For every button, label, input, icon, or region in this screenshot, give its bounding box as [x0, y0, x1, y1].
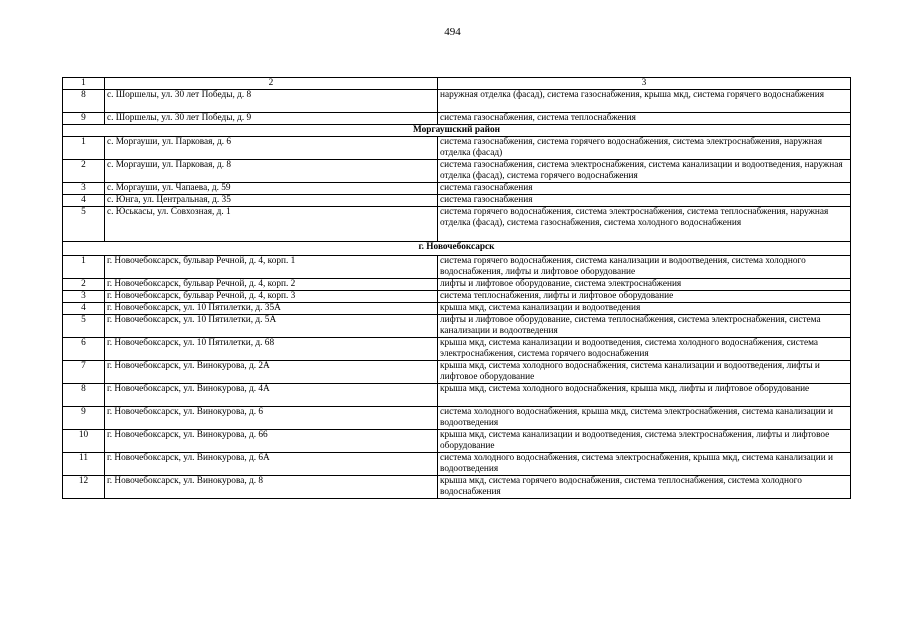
- address-cell: с. Моргауши, ул. Чапаева, д. 59: [105, 183, 438, 195]
- table-row: [63, 407, 851, 430]
- row-number-cell: 2: [63, 160, 105, 183]
- row-number-cell: 1: [63, 256, 105, 279]
- table-row: [63, 291, 851, 303]
- address-cell: г. Новочебоксарск, ул. Винокурова, д. 6: [105, 407, 438, 430]
- column-header: 2: [105, 78, 438, 90]
- works-cell: крыша мкд, система канализации и водоотведения, система электроснабжения, лифты и лифтовое оборудование: [438, 430, 851, 453]
- works-cell: система холодного водоснабжения, система электроснабжения, крыша мкд, система канализации и водоотведения: [438, 453, 851, 476]
- works-cell: крыша мкд, система горячего водоснабжения, система теплоснабжения, система холодного водоснабжения: [438, 476, 851, 499]
- works-cell: система теплоснабжения, лифты и лифтовое оборудование: [438, 291, 851, 303]
- address-cell: г. Новочебоксарск, бульвар Речной, д. 4, корп. 2: [105, 279, 438, 291]
- row-number-cell: 11: [63, 453, 105, 476]
- table-row: [63, 160, 851, 183]
- table-row: [63, 430, 851, 453]
- section-row: [63, 125, 851, 137]
- table-row: [63, 315, 851, 338]
- row-number-cell: 9: [63, 407, 105, 430]
- address-cell: г. Новочебоксарск, ул. 10 Пятилетки, д. 68: [105, 338, 438, 361]
- row-number-cell: 8: [63, 384, 105, 407]
- section-title: Моргаушский район: [63, 125, 851, 137]
- works-cell: лифты и лифтовое оборудование, система теплоснабжения, система электроснабжения, система канализации и водоотведения: [438, 315, 851, 338]
- address-cell: с. Моргауши, ул. Парковая, д. 8: [105, 160, 438, 183]
- row-number-cell: 8: [63, 90, 105, 113]
- address-cell: г. Новочебоксарск, ул. 10 Пятилетки, д. 35А: [105, 303, 438, 315]
- address-cell: с. Шоршелы, ул. 30 лет Победы, д. 9: [105, 113, 438, 125]
- table-header-row: [63, 78, 851, 90]
- works-cell: система газоснабжения, система теплоснабжения: [438, 113, 851, 125]
- works-cell: система газоснабжения: [438, 195, 851, 207]
- table-row: [63, 207, 851, 242]
- works-cell: наружная отделка (фасад), система газоснабжения, крыша мкд, система горячего водоснабжения: [438, 90, 851, 113]
- address-cell: г. Новочебоксарск, ул. 10 Пятилетки, д. 5А: [105, 315, 438, 338]
- works-cell: крыша мкд, система канализации и водоотведения: [438, 303, 851, 315]
- works-table: [62, 77, 851, 499]
- table-row: [63, 137, 851, 160]
- row-number-cell: 5: [63, 207, 105, 242]
- row-number-cell: 1: [63, 137, 105, 160]
- row-number-cell: 9: [63, 113, 105, 125]
- table-row: [63, 338, 851, 361]
- works-cell: система горячего водоснабжения, система электроснабжения, система теплоснабжения, наружная отделка (фасад), система газоснабжения, система холодного водоснабжения: [438, 207, 851, 242]
- row-number-cell: 4: [63, 195, 105, 207]
- address-cell: г. Новочебоксарск, ул. Винокурова, д. 4А: [105, 384, 438, 407]
- address-cell: с. Юнга, ул. Центральная, д. 35: [105, 195, 438, 207]
- table-row: [63, 183, 851, 195]
- address-cell: г. Новочебоксарск, ул. Винокурова, д. 2А: [105, 361, 438, 384]
- table-row: [63, 384, 851, 407]
- table-row: [63, 476, 851, 499]
- row-number-cell: 10: [63, 430, 105, 453]
- column-header: 1: [63, 78, 105, 90]
- table-row: [63, 113, 851, 125]
- table-row: [63, 303, 851, 315]
- works-cell: система горячего водоснабжения, система канализации и водоотведения, система холодного водоснабжения, лифты и лифтовое оборудование: [438, 256, 851, 279]
- works-cell: крыша мкд, система холодного водоснабжения, крыша мкд, лифты и лифтовое оборудование: [438, 384, 851, 407]
- section-row: [63, 242, 851, 256]
- works-cell: система газоснабжения, система горячего водоснабжения, система электроснабжения, наружная отделка (фасад): [438, 137, 851, 160]
- address-cell: г. Новочебоксарск, бульвар Речной, д. 4, корп. 3: [105, 291, 438, 303]
- row-number-cell: 7: [63, 361, 105, 384]
- table-row: [63, 256, 851, 279]
- row-number-cell: 5: [63, 315, 105, 338]
- column-header: 3: [438, 78, 851, 90]
- works-cell: крыша мкд, система холодного водоснабжения, система канализации и водоотведения, лифты и лифтовое оборудование: [438, 361, 851, 384]
- address-cell: с. Моргауши, ул. Парковая, д. 6: [105, 137, 438, 160]
- table-row: [63, 279, 851, 291]
- row-number-cell: 12: [63, 476, 105, 499]
- table-row: [63, 361, 851, 384]
- row-number-cell: 2: [63, 279, 105, 291]
- works-cell: лифты и лифтовое оборудование, система электроснабжения: [438, 279, 851, 291]
- row-number-cell: 3: [63, 183, 105, 195]
- address-cell: г. Новочебоксарск, бульвар Речной, д. 4, корп. 1: [105, 256, 438, 279]
- works-cell: система газоснабжения, система электроснабжения, система канализации и водоотведения, наружная отделка (фасад), система горячего водоснабжения: [438, 160, 851, 183]
- address-cell: г. Новочебоксарск, ул. Винокурова, д. 66: [105, 430, 438, 453]
- table-row: [63, 195, 851, 207]
- row-number-cell: 6: [63, 338, 105, 361]
- address-cell: с. Шоршелы, ул. 30 лет Победы, д. 8: [105, 90, 438, 113]
- row-number-cell: 4: [63, 303, 105, 315]
- works-cell: крыша мкд, система канализации и водоотведения, система холодного водоснабжения, система электроснабжения, система горячего водоснабжения: [438, 338, 851, 361]
- address-cell: г. Новочебоксарск, ул. Винокурова, д. 8: [105, 476, 438, 499]
- table-row: [63, 453, 851, 476]
- address-cell: г. Новочебоксарск, ул. Винокурова, д. 6А: [105, 453, 438, 476]
- page-number: 494: [444, 26, 461, 38]
- address-cell: с. Юськасы, ул. Совхозная, д. 1: [105, 207, 438, 242]
- table-row: [63, 90, 851, 113]
- works-cell: система газоснабжения: [438, 183, 851, 195]
- row-number-cell: 3: [63, 291, 105, 303]
- works-cell: система холодного водоснабжения, крыша мкд, система электроснабжения, система канализации и водоотведения: [438, 407, 851, 430]
- section-title: г. Новочебоксарск: [63, 242, 851, 256]
